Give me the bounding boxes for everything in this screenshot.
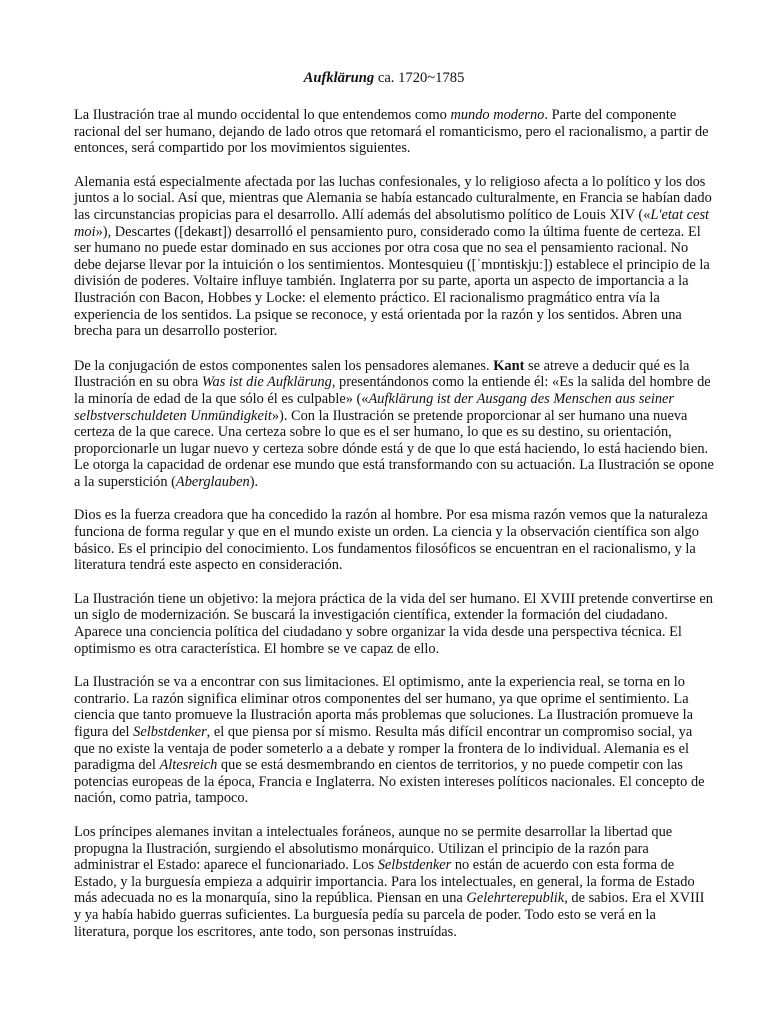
paragraph-6	[74, 674, 714, 807]
text-run: . Parte del componente racional del ser humano, dejando de lado otros que retomará el romanticismo, pero el racionalismo, a partir de entonces, será compartido por los movimientos siguientes.	[74, 107, 709, 157]
text-run: La Ilustración tiene un objetivo: la mejora práctica de la vida del ser humano. El XVIII pretende convertirse en un siglo de modernización. Se buscará la investigación científica, extender la formación del ciudadano. Aparece una conciencia política del ciudadano y sobre organizar la vida desde una perspectiva técnica. El optimismo es otra característica. El hombre se ve capaz de ello.	[74, 590, 713, 657]
text-run: Dios es la fuerza creadora que ha concedido la razón al hombre. Por esa misma razón vemos que la naturaleza funciona de forma regular y que en el mundo existe un orden. La ciencia y la observación científica son algo básico. Es el principio del conocimiento. Los fundamentos filosóficos se encuentran en el racionalismo, y la literatura tendrá este aspecto en consideración.	[74, 507, 708, 574]
paragraph-4	[74, 507, 714, 573]
text-run: que se está desmembrando en cientos de territorios, y no puede competir con las potencias europeas de la época, Francia e Inglaterra. No existen intereses políticos nacionales. El concepto de nación, como patria, tampoco.	[74, 757, 705, 807]
italic-term: Selbstdenker	[133, 724, 207, 740]
italic-term: Altesreich	[159, 757, 218, 774]
italic-term: Aufklärung ist der Ausgang des Menschen aus seiner selbstverschuldeten Unmündigkeit	[74, 390, 675, 424]
title-main: Aufklärung	[303, 70, 375, 86]
italic-term: Aberglauben	[175, 473, 250, 490]
text-run: La Ilustración se va a encontrar con sus limitaciones. El optimismo, ante la experiencia real, se torna en lo contrario. La razón significa eliminar otros componentes del ser humano, ya que oprime el sentimiento. La ciencia que tanto promueve la Ilustración aporta más problemas que soluciones. La Ilustración promueve la figura del	[74, 674, 693, 740]
text-run: »), Descartes ([dekaʁt]) desarrolló el pensamiento puro, considerado como la última fuente de certeza. El ser humano no puede estar dominado en sus acciones por otra cosa que no sea el pensamiento racional. No debe dejarse llevar por la intuición o los sentimientos. Montesquieu ([ˈmɒntɨskjuː]) establece el principio de la división de poderes. Voltaire influye también. Inglaterra por su parte, aporta un aspecto de importancia a la Ilustración con Bacon, Hobbes y Locke: el elemento práctico. El racionalismo pragmático entra vía la experiencia de los sentidos. La psique se reconoce, y está orientada por la razón y los sentidos. Abren una brecha para un desarrollo posterior.	[74, 223, 710, 340]
italic-term: mundo moderno	[450, 107, 545, 123]
text-run: se atreve a deducir qué es la Ilustración en su obra	[74, 357, 690, 391]
italic-term: Was ist die Aufklärung	[201, 374, 332, 391]
document-body	[74, 107, 714, 957]
paragraph-2	[74, 174, 714, 340]
text-run: , presentándonos como la entiende él: «Es la salida del hombre de la minoría de edad de la que sólo él es culpable» («	[74, 374, 711, 407]
text-run: , el que piensa por sí mismo. Resulta más difícil encontrar un compromiso social, ya que no existe la ventaja de poder someterlo a a debate y romper la frontera de lo individual. Alemania es el paradigma del	[74, 724, 693, 774]
paragraph-3	[74, 358, 714, 491]
paragraph-5	[74, 591, 714, 657]
paragraph-1	[74, 107, 714, 157]
italic-term: L'etat cest moi	[74, 206, 710, 240]
text-run: no están de acuerdo con esta forma de Estado, y la burguesía empieza a adquirir importancia. Para los intelectuales, en general, la forma de Estado más adecuada no es la monarquía, sino la república. Piensan en una	[74, 857, 695, 907]
text-run: La Ilustración trae al mundo occidental lo que entendemos como	[74, 107, 451, 123]
text-run: Los príncipes alemanes invitan a intelectuales foráneos, aunque no se permite desarrollar la libertad que propugna la Ilustración, surgiendo el absolutismo monárquico. Utilizan el principio de la razón para administrar el Estado: aparece el funcionariado. Los	[74, 823, 673, 874]
page-title	[0, 69, 768, 87]
title-dates: ca. 1720~1785	[374, 70, 465, 86]
text-run: ).	[249, 473, 259, 490]
text-run: Alemania está especialmente afectada por las luchas confesionales, y lo religioso afecta a lo político y los dos juntos a lo social. Así que, mientras que Alemania se había estancado culturalmente, en Francia se habían dado las circunstancias propicias para el desarrollo. Allí además del absolutismo político de Louis XIV («	[74, 173, 712, 223]
text-run: De la conjugación de estos componentes salen los pensadores alemanes.	[74, 357, 494, 374]
text-run: »). Con la Ilustración se pretende proporcionar al ser humano una nueva certeza de la que carece. Una certeza sobre lo que es el ser humano, lo que es su destino, su orientación, proporcionarle un lugar nuevo y certeza sobre dónde está y de que lo que está haciendo, lo está haciendo bien. Le otorga la capacidad de ordenar ese mundo que está transformando con su actuación. La Ilustración se opone a la superstición (	[74, 407, 714, 490]
bold-term: Kant	[493, 357, 525, 374]
italic-term: Selbstdenker	[377, 857, 452, 874]
italic-term: Gelehrterepublik	[466, 890, 565, 907]
text-run: , de sabios. Era el XVIII y ya había habido guerras suficientes. La burguesía pedía su parcela de poder. Todo esto se verá en la literatura, porque los escritores, ante todo, son personas instruídas.	[74, 890, 705, 940]
paragraph-7	[74, 824, 714, 940]
